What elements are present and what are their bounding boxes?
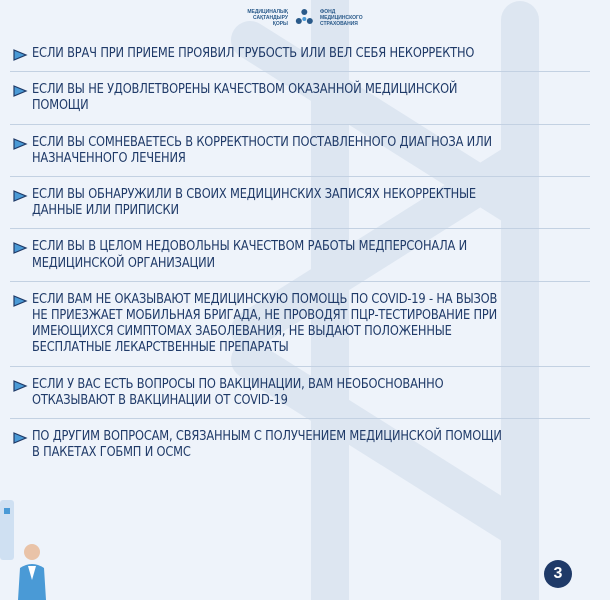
list-item-text: ЕСЛИ ВЫ НЕ УДОВЛЕТВОРЕНЫ КАЧЕСТВОМ ОКАЗАННОЙ МЕДИЦИНСКОЙ ПОМОЩИ <box>32 82 458 114</box>
list-item-text: ЕСЛИ У ВАС ЕСТЬ ВОПРОСЫ ПО ВАКЦИНАЦИИ, ВАМ НЕОБОСНОВАННО ОТКАЗЫВАЮТ В ВАКЦИНАЦИИ ОТ COVID-19 <box>32 376 444 408</box>
arrow-bullet-icon <box>10 292 32 308</box>
page-number-badge: 3 <box>544 560 572 588</box>
arrow-bullet-icon <box>10 135 32 151</box>
arrow-bullet-icon <box>10 429 32 445</box>
fund-logo <box>247 8 362 28</box>
list-item-text: ЕСЛИ ВРАЧ ПРИ ПРИЕМЕ ПРОЯВИЛ ГРУБОСТЬ ИЛИ ВЕЛ СЕБЯ НЕКОРРЕКТНО <box>32 46 475 61</box>
list-item-text: ЕСЛИ ВЫ В ЦЕЛОМ НЕДОВОЛЬНЫ КАЧЕСТВОМ РАБОТЫ МЕДПЕРСОНАЛА И МЕДИЦИНСКОЙ ОРГАНИЗАЦИИ <box>32 239 468 271</box>
arrow-bullet-icon <box>10 239 32 255</box>
list-item <box>10 42 590 72</box>
list-item <box>10 235 590 281</box>
list-item <box>10 288 590 367</box>
list-item <box>10 373 590 419</box>
list-item <box>10 425 590 470</box>
list-item-text: ЕСЛИ ВЫ СОМНЕВАЕТЕСЬ В КОРРЕКТНОСТИ ПОСТАВЛЕННОГО ДИАГНОЗА ИЛИ НАЗНАЧЕННОГО ЛЕЧЕНИЯ <box>32 134 492 166</box>
list-item <box>10 131 590 177</box>
arrow-bullet-icon <box>10 46 32 62</box>
arrow-bullet-icon <box>10 377 32 393</box>
logo-text-russian: ФОНД МЕДИЦИНСКОГО СТРАХОВАНИЯ <box>319 9 363 27</box>
doctor-illustration <box>0 490 60 600</box>
list-item-text: ПО ДРУГИМ ВОПРОСАМ, СВЯЗАННЫМ С ПОЛУЧЕНИЕМ МЕДИЦИНСКОЙ ПОМОЩИ В ПАКЕТАХ ГОБМП И ОСМС <box>32 429 502 461</box>
list-item <box>10 183 590 229</box>
reasons-list <box>10 42 590 476</box>
list-item-text: ЕСЛИ ВЫ ОБНАРУЖИЛИ В СВОИХ МЕДИЦИНСКИХ ЗАПИСЯХ НЕКОРРЕКТНЫЕ ДАННЫЕ ИЛИ ПРИПИСКИ <box>32 187 476 219</box>
fund-logo-icon <box>294 8 314 28</box>
logo-text-kazakh: МЕДИЦИНАЛЫҚ САҚТАНДЫРУ ҚОРЫ <box>247 9 288 27</box>
arrow-bullet-icon <box>10 187 32 203</box>
list-item-text: ЕСЛИ ВАМ НЕ ОКАЗЫВАЮТ МЕДИЦИНСКУЮ ПОМОЩЬ ПО COVID-19 - НА ВЫЗОВ НЕ ПРИЕЗЖАЕТ МОБИЛЬНАЯ БРИГАДА, НЕ ПРОВОДЯТ ПЦР-ТЕСТИРОВАНИЕ ПРИ ИМЕЮЩИХСЯ СИМПТОМАХ ЗАБОЛЕВАНИЯ, НЕ ВЫДАЮТ ПОЛОЖЕННЫЕ БЕСПЛАТНЫЕ ЛЕКАРСТВЕННЫЕ ПРЕПАРАТЫ <box>32 291 498 356</box>
list-item <box>10 78 590 124</box>
arrow-bullet-icon <box>10 82 32 98</box>
